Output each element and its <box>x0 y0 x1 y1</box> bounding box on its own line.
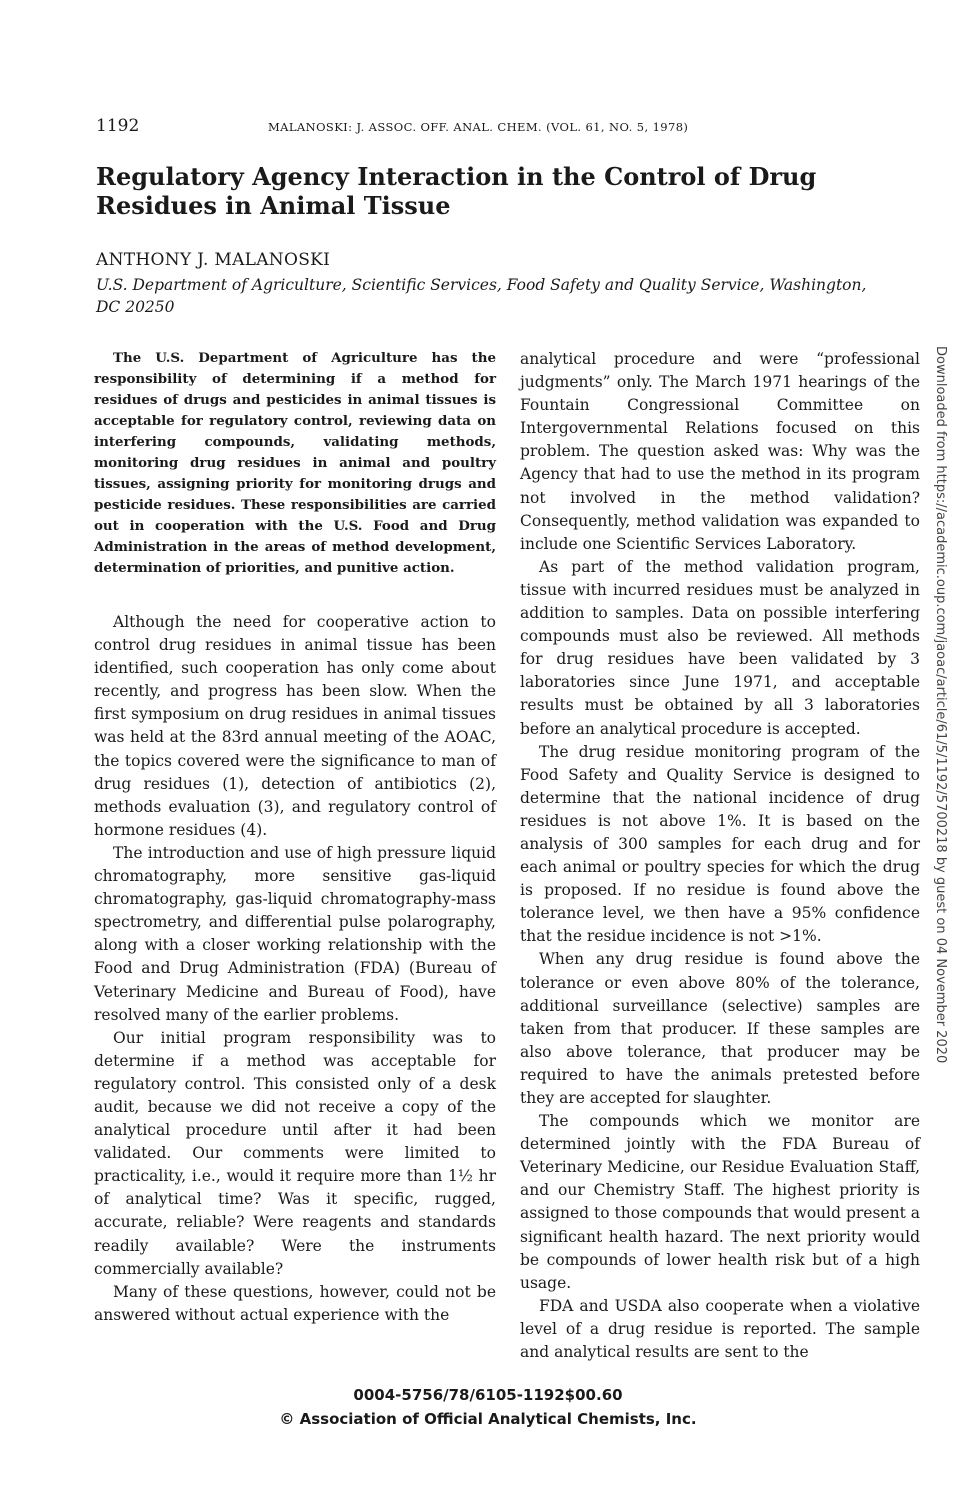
paragraph: When any drug residue is found above the tolerance or even above 80% of the tolerance, additional surveillance (selective) samples are taken from that producer. If these samples are also above tolerance, that producer may be required to have the animals pretested before they are accepted for slaughter. <box>520 950 920 1107</box>
paragraph: FDA and USDA also cooperate when a violative level of a drug residue is reported. The sample and analytical results are sent to the <box>520 1296 920 1362</box>
paragraph: As part of the method validation program, tissue with incurred residues must be analyzed in addition to samples. Data on possible interfering compounds must also be reviewed. All methods for drug residues have been validated by 3 laboratories since June 1971, and acceptable results must be obtained by all 3 laboratories before an analytical procedure is accepted. <box>520 557 920 738</box>
download-watermark: Downloaded from https://academic.oup.com/jaoac/article/61/5/1192/5700218 by guest on 04 November 2020 <box>933 346 948 1064</box>
paragraph: The compounds which we monitor are determined jointly with the FDA Bureau of Veterinary Medicine, our Residue Evaluation Staff, and our Chemistry Staff. The highest priority is assigned to those compounds that would present a significant health hazard. The next priority would be compounds of lower health risk but of a high usage. <box>520 1112 920 1292</box>
paragraph: The introduction and use of high pressure liquid chromatography, more sensitive gas-liquid chromatography, gas-liquid chromatography-mass spectrometry, and differential pulse polarography, along with a closer working relationship with the Food and Drug Administration (FDA) (Bureau of Veterinary Medicine and Bureau of Food), have resolved many of the earlier problems. <box>94 843 496 1024</box>
footer-code: 0004-5756/78/6105-1192$00.60 <box>353 1386 623 1404</box>
article-title: Regulatory Agency Interaction in the Control of Drug Residues in Animal Tissue <box>96 162 817 220</box>
paragraph: analytical procedure and were “professional judgments” only. The March 1971 hearings of the Fountain Congressional Committee on Intergovernmental Relations focused on this problem. The question asked was: Why was the Agency that had to use the method in its program not involved in the method validation? Consequently, method validation was expanded to include one Scientific Services Laboratory. <box>520 350 920 553</box>
paragraph: Many of these questions, however, could not be answered without actual experience with the <box>94 1282 496 1324</box>
left-column <box>94 348 496 1327</box>
abstract: The U.S. Department of Agriculture has the responsibility of determining if a method for residues of drugs and pesticides in animal tissues is acceptable for regulatory control, reviewing data on interfering compounds, validating methods, monitoring drug residues in animal and poultry tissues, assigning priority for monitoring drugs and pesticide residues. These responsibilities are carried out in cooperation with the U.S. Food and Drug Administration in the areas of method development, determination of priorities, and punitive action. <box>94 350 496 576</box>
footer-copyright: © Association of Official Analytical Chemists, Inc. <box>279 1410 697 1428</box>
right-column <box>520 348 920 1364</box>
paragraph: The drug residue monitoring program of the Food Safety and Quality Service is designed to determine that the national incidence of drug residues is not above 1%. It is based on the analysis of 300 samples for each drug and for each animal or poultry species for which the drug is proposed. If no residue is found above the tolerance level, we then have a 95% confidence that the residue incidence is not >1%. <box>520 742 920 946</box>
paragraph: Although the need for cooperative action to control drug residues in animal tissue has been identified, such cooperation has only come about recently, and progress has been slow. When the first symposium on drug residues in animal tissues was held at the 83rd annual meeting of the AOAC, the topics covered were the significance to man of drug residues (1), detection of antibiotics (2), methods evaluation (3), and regulatory control of hormone residues (4). <box>94 613 496 839</box>
author-affiliation: U.S. Department of Agriculture, Scientific Services, Food Safety and Quality Service, Washington, DC 20250 <box>96 276 867 316</box>
running-head: MALANOSKI: J. ASSOC. OFF. ANAL. CHEM. (VOL. 61, NO. 5, 1978) <box>268 120 689 134</box>
page-number: 1192 <box>96 116 140 136</box>
author-name: ANTHONY J. MALANOSKI <box>96 250 331 270</box>
paragraph: Our initial program responsibility was to determine if a method was acceptable for regulatory control. This consisted only of a desk audit, because we did not receive a copy of the analytical procedure until after it had been validated. Our comments were limited to practicality, i.e., would it require more than 1½ hr of analytical time? Was it specific, rugged, accurate, reliable? Were reagents and standards readily available? Were the instruments commercially available? <box>94 1028 496 1278</box>
